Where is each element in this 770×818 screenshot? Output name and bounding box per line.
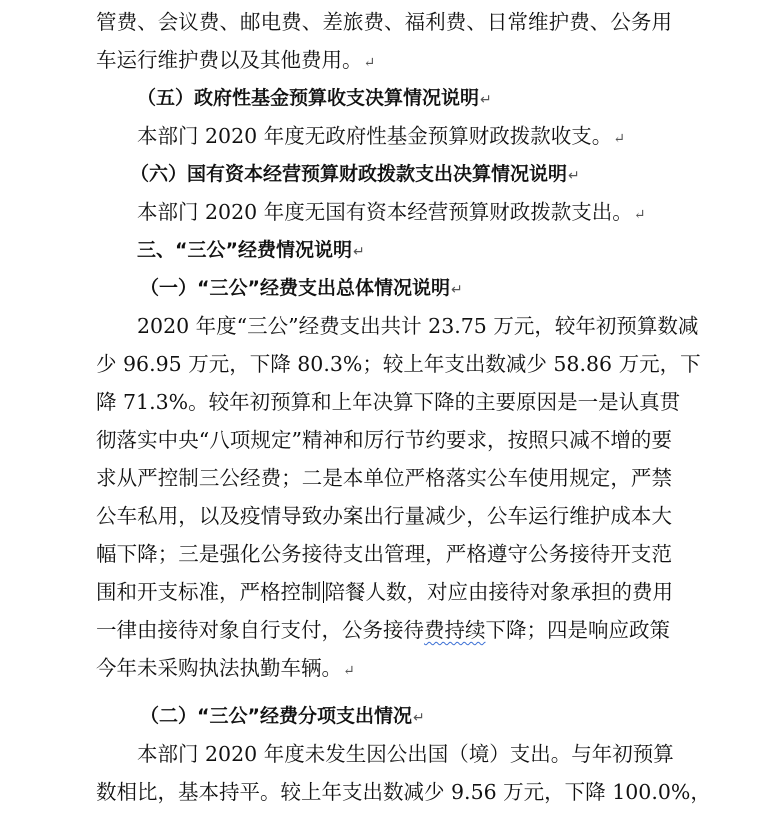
body-line: 彻落实中央“八项规定”精神和厉行节约要求，按照只减不增的要 — [96, 428, 672, 452]
paragraph-mark-icon: ↵ — [613, 131, 625, 147]
body-line: 今年未采购执法执勤车辆。↵ — [96, 656, 355, 680]
body-line: 管费、会议费、邮电费、差旅费、福利费、日常维护费、公务用 — [96, 10, 672, 34]
body-line: 本部门 2020 年度无国有资本经营预算财政拨款支出。↵ — [137, 200, 646, 224]
text-cursor — [323, 581, 324, 603]
body-line: 数相比，基本持平。较上年支出数减少 9.56 万元，下降 100.0%， — [96, 780, 711, 804]
paragraph-mark-icon: ↵ — [568, 168, 580, 184]
body-line: 2020 年度“三公”经费支出共计 23.75 万元，较年初预算数减 — [137, 314, 699, 338]
body-line: 围和开支标准，严格控制 陪餐人数，对应由接待对象承担的费用 — [96, 580, 673, 604]
body-line: 少 96.95 万元，下降 80.3%；较上年支出数减少 58.86 万元，下 — [96, 352, 701, 376]
body-line: 求从严控制三公经费；二是本单位严格落实公车使用规定，严禁 — [96, 466, 672, 490]
body-line: 幅下降；三是强化公务接待支出管理，严格遵守公务接待开支范 — [96, 542, 672, 566]
section-heading-3: 三、“三公”经费情况说明↵ — [137, 239, 365, 261]
body-line: 一律由接待对象自行支付，公务接待费持续下降；四是响应政策 — [96, 618, 670, 642]
paragraph-mark-icon: ↵ — [450, 282, 463, 298]
subsection-heading-2: （二）“三公”经费分项支出情况↵ — [140, 705, 425, 727]
body-line: 本部门 2020 年度无政府性基金预算财政拨款收支。↵ — [137, 124, 625, 148]
section-heading-5: （五）政府性基金预算收支决算情况说明↵ — [137, 87, 492, 109]
section-heading-6: （六）国有资本经营预算财政拨款支出决算情况说明↵ — [130, 163, 580, 185]
paragraph-mark-icon: ↵ — [633, 207, 646, 223]
paragraph-mark-icon: ↵ — [343, 663, 355, 679]
body-line: 降 71.3%。较年初预算和上年决算下降的主要原因是一是认真贯 — [96, 390, 681, 414]
paragraph-mark-icon: ↵ — [352, 244, 365, 260]
body-line: 公车私用，以及疫情导致办案出行量减少，公车运行维护成本大 — [96, 504, 672, 528]
spellcheck-underlined-text: 费持续 — [424, 618, 486, 642]
paragraph-mark-icon: ↵ — [480, 92, 492, 108]
subsection-heading-1: （一）“三公”经费支出总体情况说明↵ — [140, 277, 463, 299]
body-line: 车运行维护费以及其他费用。↵ — [96, 48, 376, 72]
paragraph-mark-icon: ↵ — [412, 710, 425, 726]
body-line: 本部门 2020 年度未发生因公出国（境）支出。与年初预算 — [137, 742, 674, 766]
paragraph-mark-icon: ↵ — [363, 55, 376, 71]
